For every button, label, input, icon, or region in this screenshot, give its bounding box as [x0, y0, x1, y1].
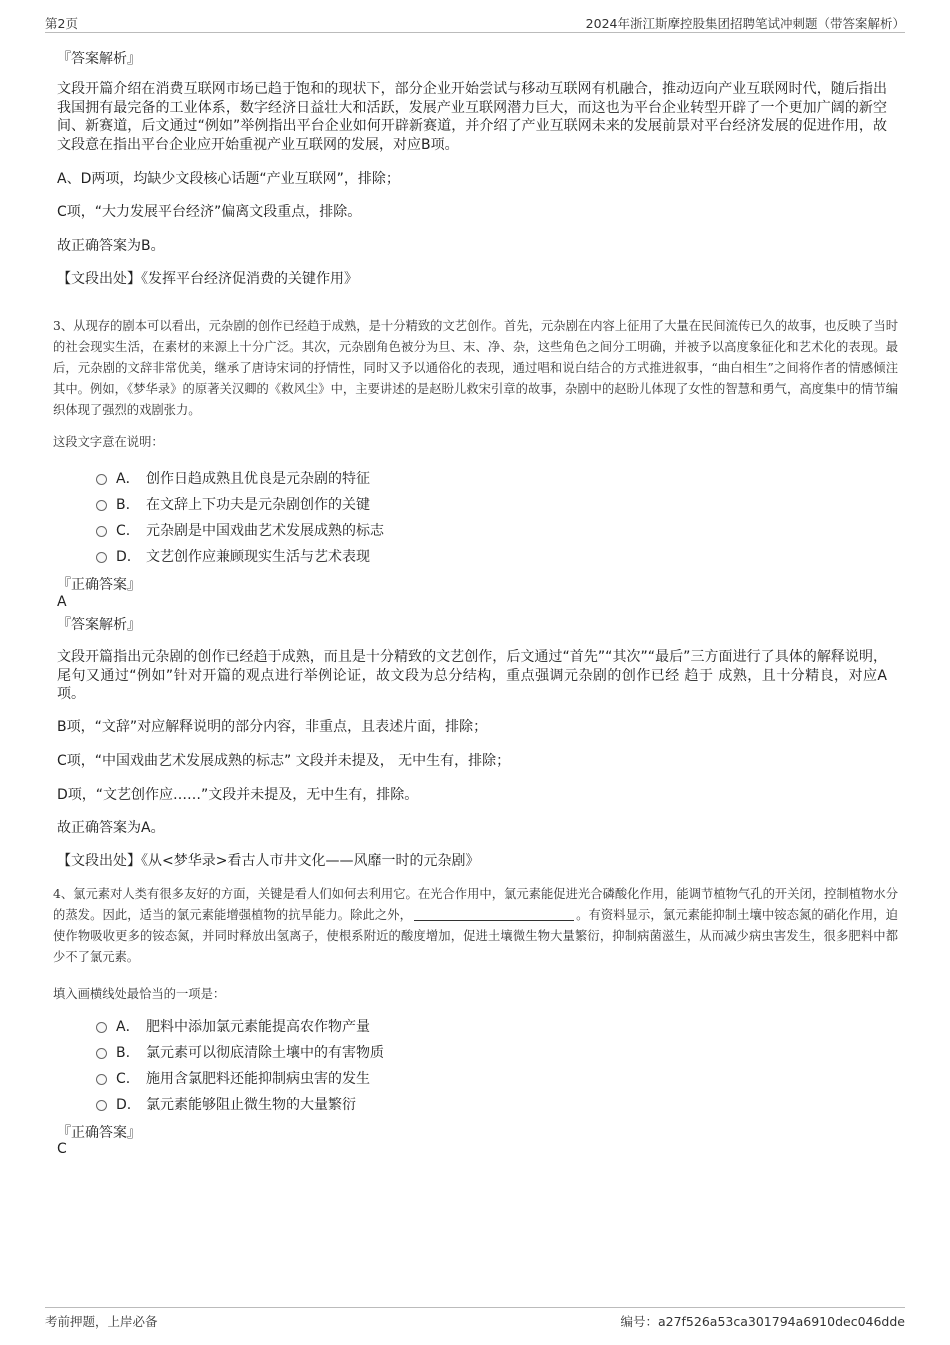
q3-note-d: D项，“文艺创作应……”文段并未提及，无中生有，排除。 [57, 787, 419, 803]
q3-note-c: C项，“中国戏曲艺术发展成熟的标志” 文段并未提及， 无中生有，排除； [57, 753, 511, 769]
page-number: 第2页 [45, 16, 78, 31]
page-footer [45, 1307, 905, 1331]
q3-note-b: B项，“文辞”对应解释说明的部分内容，非重点，且表述片面，排除； [57, 719, 488, 735]
q3-source: 【文段出处】《从<梦华录>看古人市井文化——风靡一时的元杂剧》 [57, 853, 480, 869]
q4-question: 填入画横线处最恰当的一项是： [53, 987, 226, 1001]
q2-note-c: C项，“大力发展平台经济”偏离文段重点，排除。 [57, 204, 362, 220]
page-header [45, 14, 905, 33]
q2-analysis-tag: 『答案解析』 [57, 51, 141, 67]
q2-source: 【文段出处】《发挥平台经济促消费的关键作用》 [57, 271, 358, 287]
document-title: 2024年浙江斯摩控股集团招聘笔试冲刺题（带答案解析） [585, 16, 905, 31]
q3-correct-tag: 『正确答案』 [57, 577, 141, 593]
q3-question: 这段文字意在说明： [53, 435, 164, 449]
q4-correct-tag: 『正确答案』 [57, 1125, 141, 1141]
fill-in-blank [414, 908, 574, 921]
radio-icon[interactable] [96, 1022, 107, 1033]
q4-option-b[interactable]: B. 氯元素可以彻底清除土壤中的有害物质 [96, 1042, 384, 1064]
radio-icon[interactable] [96, 526, 107, 537]
radio-icon[interactable] [96, 1100, 107, 1111]
document-id: 编号：a27f526a53ca301794a6910dec046dde [620, 1314, 905, 1329]
footer-slogan: 考前押题，上岸必备 [45, 1314, 158, 1329]
q4-option-d[interactable]: D. 氯元素能够阻止微生物的大量繁衍 [96, 1094, 356, 1116]
radio-icon[interactable] [96, 1048, 107, 1059]
q2-conclusion: 故正确答案为B。 [57, 238, 165, 254]
q2-note-ad: A、D两项，均缺少文段核心话题“产业互联网”，排除； [57, 171, 400, 187]
q3-option-d[interactable]: D. 文艺创作应兼顾现实生活与艺术表现 [96, 546, 370, 568]
q4-option-c[interactable]: C. 施用含氯肥料还能抑制病虫害的发生 [96, 1068, 370, 1090]
q3-analysis: 文段开篇指出元杂剧的创作已经趋于成熟，而且是十分精致的文艺创作，后文通过“首先”“其次”“最后”三方面进行了具体的解释说明，尾句又通过“例如”针对开篇的观点进行举例论证，故文段为总分结构，重点强调元杂剧的创作已经 趋于 成熟，且十分精良，对应A项。 [57, 649, 887, 702]
q3-correct-answer: A [57, 594, 67, 610]
q3-text: 3、从现存的剧本可以看出，元杂剧的创作已经趋于成熟，是十分精致的文艺创作。首先，元杂剧在内容上征用了大量在民间流传已久的故事，也反映了当时的社会现实生活，在素材的来源上十分广泛。其次，元杂剧角色被分为旦、末、净、杂，这些角色之间分工明确，并被予以高度象征化和艺术化的表现。最后，元杂剧的文辞非常优美，继承了唐诗宋词的抒情性，同时又予以通俗化的表现，通过唱和说白结合的方式推进叙事，“曲白相生”之间将作者的情感倾注其中。例如，《梦华录》的原著关汉卿的《救风尘》中，主要讲述的是赵盼儿救宋引章的故事，杂剧中的赵盼儿体现了女性的智慧和勇气，高度集中的情节编织体现了强烈的戏剧张力。 [53, 319, 898, 417]
q4-correct-answer: C [57, 1141, 67, 1157]
q3-conclusion: 故正确答案为A。 [57, 820, 165, 836]
q4-text: 4、氯元素对人类有很多友好的方面，关键是看人们如何去利用它。在光合作用中，氯元素能促进光合磷酸化作用，能调节植物气孔的开关闭，控制植物水分的蒸发。因此，适当的氯元素能增强植物的抗旱能力。除此之外， 。有资料显示，氯元素能抑制土壤中铵态氮的硝化作用，迫使作物吸收更多的铵态氮，并同时释放出氢离子，使根系附近的酸度增加，促进土壤微生物大量繁衍，抑制病菌滋生，从而减少病虫害发生，很多肥料中都少不了氯元素。 [53, 887, 898, 964]
q4-option-a[interactable]: A． 肥料中添加氯元素能提高农作物产量 [96, 1016, 370, 1038]
q2-analysis: 文段开篇介绍在消费互联网市场已趋于饱和的现状下，部分企业开始尝试与移动互联网有机融合，推动迈向产业互联网时代，随后指出我国拥有最完备的工业体系，数字经济日益壮大和活跃，发展产业互联网潜力巨大，而这也为平台企业转型开辟了一个更加广阔的新空间、新赛道，后文通过“例如”举例指出平台企业如何开辟新赛道，并介绍了产业互联网未来的发展前景对平台经济发展的促进作用，故文段意在指出平台企业应开始重视产业互联网的发展，对应B项。 [57, 81, 887, 153]
radio-icon[interactable] [96, 1074, 107, 1085]
q3-analysis-tag: 『答案解析』 [57, 617, 141, 633]
radio-icon[interactable] [96, 474, 107, 485]
q3-option-c[interactable]: C. 元杂剧是中国戏曲艺术发展成熟的标志 [96, 520, 384, 542]
radio-icon[interactable] [96, 500, 107, 511]
radio-icon[interactable] [96, 552, 107, 563]
q3-option-b[interactable]: B. 在文辞上下功夫是元杂剧创作的关键 [96, 494, 370, 516]
q3-option-a[interactable]: A． 创作日趋成熟且优良是元杂剧的特征 [96, 468, 370, 490]
